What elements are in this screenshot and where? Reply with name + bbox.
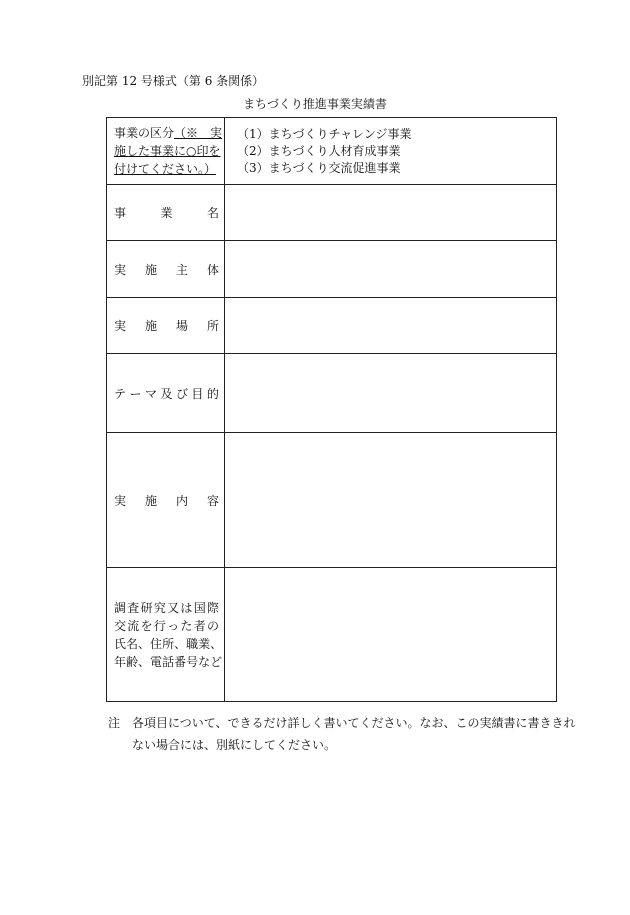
category-option: （3）まちづくり交流促進事業: [237, 160, 401, 175]
organizer-label: 実 施 主 体: [114, 262, 219, 277]
report-form-table: [106, 117, 557, 702]
project-name-label: 事 業 名: [114, 206, 219, 220]
location-row: [107, 298, 557, 354]
theme-purpose-field[interactable]: [225, 354, 557, 433]
document-title: まちづくり推進事業実績書: [243, 97, 387, 111]
category-option: （1）まちづくりチャレンジ事業: [237, 126, 412, 141]
project-name-row: [107, 185, 557, 241]
survey-field[interactable]: [225, 568, 557, 702]
organizer-row: [107, 241, 557, 298]
content-label: 実 施 内 容: [114, 493, 219, 508]
survey-row: [107, 568, 557, 702]
content-row: [107, 433, 557, 568]
project-name-field[interactable]: [225, 185, 557, 241]
theme-purpose-row: [107, 354, 557, 433]
footnote-line: 注 各項目について、できるだけ詳しく書いてください。なお、この実績書に書ききれ: [108, 716, 576, 730]
organizer-field[interactable]: [225, 241, 557, 298]
location-field[interactable]: [225, 298, 557, 354]
category-option: （2）まちづくり人材育成事業: [237, 143, 401, 158]
category-label-cell: [107, 118, 225, 185]
category-label: 事業の区分（※ 実 施した事業に○印を 付けてください。）: [114, 126, 223, 176]
footnote-line: ない場合には、別紙にしてください。: [132, 738, 337, 752]
form-reference: 別記第 12 号様式（第 6 条関係）: [82, 74, 265, 88]
category-options-cell: [225, 118, 557, 185]
footnote: [108, 712, 578, 756]
survey-label: 調 査 研 究 又 は 国 際 交 流 を 行 っ た 者 の 氏 名 、 住 所 、 職 業 、 年 齢 、 電 話 番 号 な ど: [114, 600, 223, 669]
location-label: 実 施 場 所: [114, 319, 219, 333]
content-field[interactable]: [225, 433, 557, 568]
category-row: [107, 118, 557, 185]
theme-purpose-label: テ ー マ 及 び 目 的: [114, 386, 219, 401]
